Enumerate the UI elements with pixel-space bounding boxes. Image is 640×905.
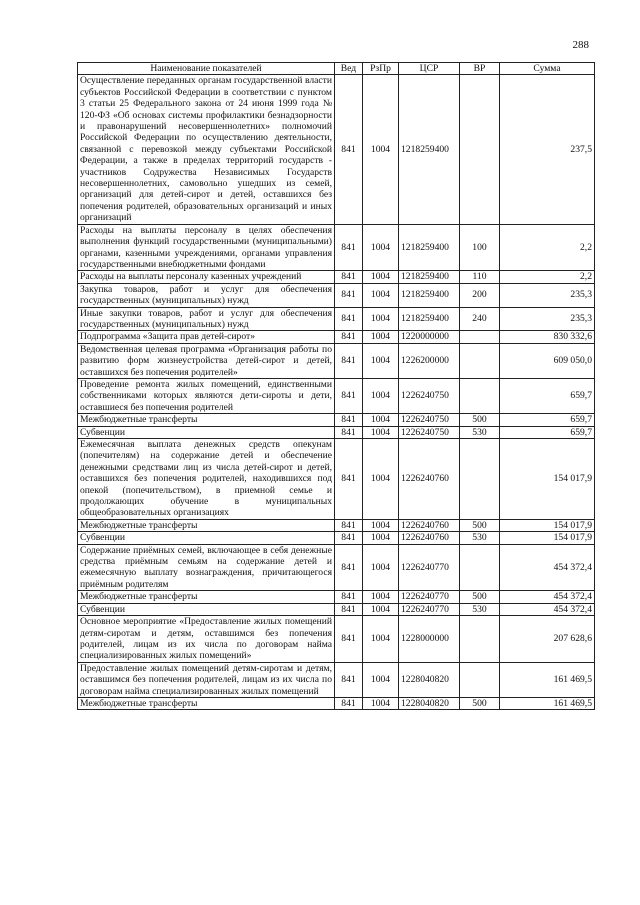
row-rzpr: 1004 bbox=[363, 343, 399, 378]
row-sum: 154 017,9 bbox=[500, 532, 595, 544]
header-rzpr: РзПр bbox=[363, 63, 399, 75]
table-row bbox=[78, 603, 595, 615]
row-name: Иные закупки товаров, работ и услуг для обеспечения государственных (муниципальных) нужд bbox=[78, 307, 335, 331]
table-row bbox=[78, 331, 595, 343]
row-ved: 841 bbox=[335, 519, 363, 531]
row-vr: 240 bbox=[460, 307, 500, 331]
row-rzpr: 1004 bbox=[363, 283, 399, 307]
row-vr bbox=[460, 378, 500, 413]
row-vr: 200 bbox=[460, 283, 500, 307]
row-rzpr: 1004 bbox=[363, 544, 399, 591]
row-name: Субвенции bbox=[78, 532, 335, 544]
row-sum: 161 469,5 bbox=[500, 697, 595, 709]
row-csr: 1226240760 bbox=[399, 439, 460, 520]
row-csr: 1226200000 bbox=[399, 343, 460, 378]
row-csr: 1226240760 bbox=[399, 519, 460, 531]
row-vr bbox=[460, 343, 500, 378]
row-rzpr: 1004 bbox=[363, 271, 399, 283]
table-row bbox=[78, 591, 595, 603]
row-ved: 841 bbox=[335, 307, 363, 331]
row-csr: 1226240770 bbox=[399, 603, 460, 615]
header-vr: ВР bbox=[460, 63, 500, 75]
row-sum: 454 372,4 bbox=[500, 591, 595, 603]
row-rzpr: 1004 bbox=[363, 591, 399, 603]
row-sum: 154 017,9 bbox=[500, 519, 595, 531]
row-sum: 235,3 bbox=[500, 307, 595, 331]
table-row bbox=[78, 414, 595, 426]
row-rzpr: 1004 bbox=[363, 331, 399, 343]
row-name: Закупка товаров, работ и услуг для обеспечения государственных (муниципальных) нужд bbox=[78, 283, 335, 307]
table-row bbox=[78, 662, 595, 697]
row-ved: 841 bbox=[335, 283, 363, 307]
row-csr: 1228040820 bbox=[399, 662, 460, 697]
row-ved: 841 bbox=[335, 224, 363, 271]
row-name: Ежемесячная выплата денежных средств опекунам (попечителям) на содержание детей и обеспечение денежными средствами лиц из числа детей-сирот и детей, оставшихся без попечения родителей, находившихся под опекой (попечительством), в приемной семье и продолжающих обучение в муниципальных общеобразовательных организациях bbox=[78, 439, 335, 520]
row-ved: 841 bbox=[335, 591, 363, 603]
row-rzpr: 1004 bbox=[363, 662, 399, 697]
row-csr: 1218259400 bbox=[399, 224, 460, 271]
table-row bbox=[78, 283, 595, 307]
row-name: Субвенции bbox=[78, 603, 335, 615]
row-csr: 1226240750 bbox=[399, 426, 460, 438]
row-sum: 609 050,0 bbox=[500, 343, 595, 378]
row-ved: 841 bbox=[335, 662, 363, 697]
table-row bbox=[78, 532, 595, 544]
row-name: Основное мероприятие «Предоставление жилых помещений детям-сиротам и детям, оставшимся без попечения родителей, лицам из их числа по договорам найма специализированных жилых помещений» bbox=[78, 616, 335, 663]
row-vr bbox=[460, 544, 500, 591]
row-sum: 154 017,9 bbox=[500, 439, 595, 520]
row-vr bbox=[460, 662, 500, 697]
row-name: Расходы на выплаты персоналу казенных учреждений bbox=[78, 271, 335, 283]
row-name: Предоставление жилых помещений детям-сиротам и детям, оставшимся без попечения родителей, лицам из их числа по договорам найма специализированных жилых помещений bbox=[78, 662, 335, 697]
row-name: Ведомственная целевая программа «Организация работы по развитию форм жизнеустройства детей-сирот и детей, оставшихся без попечения родителей» bbox=[78, 343, 335, 378]
table-header-row bbox=[78, 63, 595, 75]
header-name: Наименование показателей bbox=[78, 63, 335, 75]
row-name: Межбюджетные трансферты bbox=[78, 414, 335, 426]
row-ved: 841 bbox=[335, 544, 363, 591]
row-vr bbox=[460, 75, 500, 224]
table-row bbox=[78, 307, 595, 331]
row-vr: 100 bbox=[460, 224, 500, 271]
table-row bbox=[78, 697, 595, 709]
row-ved: 841 bbox=[335, 75, 363, 224]
row-rzpr: 1004 bbox=[363, 307, 399, 331]
row-sum: 659,7 bbox=[500, 426, 595, 438]
row-ved: 841 bbox=[335, 616, 363, 663]
row-ved: 841 bbox=[335, 532, 363, 544]
row-sum: 235,3 bbox=[500, 283, 595, 307]
row-vr: 500 bbox=[460, 414, 500, 426]
page-number: 288 bbox=[572, 39, 589, 51]
row-csr: 1228040820 bbox=[399, 697, 460, 709]
row-vr bbox=[460, 331, 500, 343]
row-rzpr: 1004 bbox=[363, 426, 399, 438]
row-name: Межбюджетные трансферты bbox=[78, 591, 335, 603]
row-name: Проведение ремонта жилых помещений, единственными собственниками которых являются дети-сироты и дети, оставшиеся без попечения родителей bbox=[78, 378, 335, 413]
table-row bbox=[78, 271, 595, 283]
table-row bbox=[78, 378, 595, 413]
row-vr: 530 bbox=[460, 603, 500, 615]
table-row bbox=[78, 439, 595, 520]
row-name: Подпрограмма «Защита прав детей-сирот» bbox=[78, 331, 335, 343]
row-csr: 1220000000 bbox=[399, 331, 460, 343]
row-rzpr: 1004 bbox=[363, 414, 399, 426]
header-ved: Вед bbox=[335, 63, 363, 75]
row-csr: 1226240770 bbox=[399, 591, 460, 603]
row-rzpr: 1004 bbox=[363, 378, 399, 413]
row-csr: 1218259400 bbox=[399, 283, 460, 307]
row-csr: 1228000000 bbox=[399, 616, 460, 663]
header-sum: Сумма bbox=[500, 63, 595, 75]
row-ved: 841 bbox=[335, 697, 363, 709]
row-ved: 841 bbox=[335, 603, 363, 615]
row-sum: 161 469,5 bbox=[500, 662, 595, 697]
row-ved: 841 bbox=[335, 426, 363, 438]
row-name: Межбюджетные трансферты bbox=[78, 697, 335, 709]
row-sum: 659,7 bbox=[500, 414, 595, 426]
row-sum: 454 372,4 bbox=[500, 603, 595, 615]
row-rzpr: 1004 bbox=[363, 603, 399, 615]
row-vr bbox=[460, 439, 500, 520]
row-name: Межбюджетные трансферты bbox=[78, 519, 335, 531]
row-vr bbox=[460, 616, 500, 663]
row-csr: 1218259400 bbox=[399, 75, 460, 224]
table-row bbox=[78, 426, 595, 438]
row-rzpr: 1004 bbox=[363, 616, 399, 663]
row-sum: 2,2 bbox=[500, 271, 595, 283]
row-name: Субвенции bbox=[78, 426, 335, 438]
budget-table bbox=[77, 62, 595, 710]
row-sum: 2,2 bbox=[500, 224, 595, 271]
row-csr: 1218259400 bbox=[399, 307, 460, 331]
row-ved: 841 bbox=[335, 343, 363, 378]
row-vr: 500 bbox=[460, 519, 500, 531]
row-rzpr: 1004 bbox=[363, 532, 399, 544]
row-rzpr: 1004 bbox=[363, 697, 399, 709]
row-name: Расходы на выплаты персоналу в целях обеспечения выполнения функций государственными (муниципальными) органами, казенными учреждениями, органами управления государственными внебюджетными фондами bbox=[78, 224, 335, 271]
row-csr: 1218259400 bbox=[399, 271, 460, 283]
row-vr: 530 bbox=[460, 532, 500, 544]
row-vr: 500 bbox=[460, 697, 500, 709]
row-sum: 454 372,4 bbox=[500, 544, 595, 591]
table-row bbox=[78, 544, 595, 591]
row-vr: 530 bbox=[460, 426, 500, 438]
table-row bbox=[78, 75, 595, 224]
row-rzpr: 1004 bbox=[363, 224, 399, 271]
row-rzpr: 1004 bbox=[363, 75, 399, 224]
row-sum: 207 628,6 bbox=[500, 616, 595, 663]
row-ved: 841 bbox=[335, 439, 363, 520]
row-rzpr: 1004 bbox=[363, 519, 399, 531]
table-row bbox=[78, 616, 595, 663]
table-row bbox=[78, 343, 595, 378]
row-csr: 1226240770 bbox=[399, 544, 460, 591]
row-csr: 1226240760 bbox=[399, 532, 460, 544]
row-ved: 841 bbox=[335, 414, 363, 426]
row-rzpr: 1004 bbox=[363, 439, 399, 520]
row-sum: 237,5 bbox=[500, 75, 595, 224]
row-csr: 1226240750 bbox=[399, 414, 460, 426]
row-ved: 841 bbox=[335, 331, 363, 343]
table-row bbox=[78, 224, 595, 271]
row-sum: 830 332,6 bbox=[500, 331, 595, 343]
row-ved: 841 bbox=[335, 271, 363, 283]
row-sum: 659,7 bbox=[500, 378, 595, 413]
table-row bbox=[78, 519, 595, 531]
row-vr: 500 bbox=[460, 591, 500, 603]
header-csr: ЦСР bbox=[399, 63, 460, 75]
row-ved: 841 bbox=[335, 378, 363, 413]
row-csr: 1226240750 bbox=[399, 378, 460, 413]
row-name: Содержание приёмных семей, включающее в себя денежные средства приёмным семьям на содержание детей и ежемесячную выплату вознаграждения, причитающегося приёмным родителям bbox=[78, 544, 335, 591]
row-vr: 110 bbox=[460, 271, 500, 283]
row-name: Осуществление переданных органам государственной власти субъектов Российской Федерации в соответствии с пунктом 3 статьи 25 Федерального закона от 24 июня 1999 года № 120-ФЗ «Об основах системы профилактики безнадзорности и правонарушений несовершеннолетних» полномочий Российской Федерации по осуществлению деятельности, связанной с перевозкой между субъектами Российской Федерации, а также в пределах территорий государств - участников Содружества Независимых Государств несовершеннолетних, самовольно ушедших из семей, организаций для детей-сирот и детей, оставшихся без попечения родителей, образовательных организаций и иных организаций bbox=[78, 75, 335, 224]
